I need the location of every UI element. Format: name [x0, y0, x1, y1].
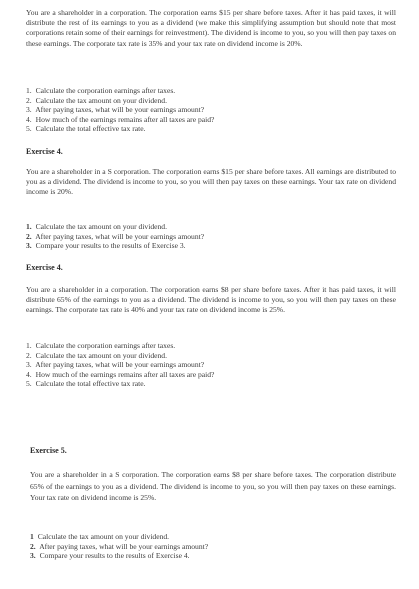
exercise-c-question-3: 3. Compare your results to the results of Exercise 4. [30, 551, 190, 561]
exercise-b-question-5: 5. Calculate the total effective tax rate. [26, 379, 146, 389]
exercise-b-question-2: 2. Calculate the tax amount on your dividend. [26, 350, 167, 360]
exercise-a-heading: Exercise 4. [26, 147, 63, 156]
exercise-b-heading: Exercise 4. [26, 263, 63, 272]
intro-question-4: 4. How much of the earnings remains after all taxes are paid? [26, 114, 215, 124]
intro-question-5: 5. Calculate the total effective tax rate. [26, 124, 146, 134]
exercise-c-paragraph: You are a shareholder in a S corporation. The corporation earns $8 per share before taxes. The corporation distribute 65% of the earnings to you as a dividend. The dividend is income to you, so you will then pay taxes on these earnings. Your tax rate on dividend income is 25%. [30, 470, 396, 503]
exercise-b-question-1: 1. Calculate the corporation earnings after taxes. [26, 341, 176, 350]
exercise-a-question-3: 3. Compare your results to the results of Exercise 3. [26, 241, 186, 251]
intro-paragraph: You are a shareholder in a corporation. The corporation earns $15 per share before taxes. After it has paid taxes, it will distribute the rest of its earnings to you as a dividend (we make this simplifying assumption but should note that most corporations retain some of their earnings for reinvestment). The dividend is income to you, so you will then pay taxes on these earnings. The corporate tax rate is 35% and your tax rate on dividend income is 20%. [26, 8, 396, 48]
exercise-b-question-3: 3. After paying taxes, what will be your earnings amount? [26, 360, 205, 370]
exercise-a-question-list [26, 222, 204, 251]
exercise-c-question-1: 1 Calculate the tax amount on your dividend. [30, 532, 170, 541]
exercise-c-question-list [30, 532, 208, 561]
intro-question-list [26, 86, 214, 134]
exercise-a-question-1: 1. Calculate the tax amount on your dividend. [26, 222, 167, 231]
exercise-b-paragraph: You are a shareholder in a corporation. The corporation earns $8 per share before taxes. After it has paid taxes, it will distribute 65% of the earnings to you as a dividend. The dividend is income to you, so you will then pay taxes on these earnings. The corporate tax rate is 40% and your tax rate on dividend income is 25%. [26, 285, 396, 315]
intro-question-2: 2. Calculate the tax amount on your dividend. [26, 95, 167, 105]
exercise-a-paragraph: You are a shareholder in a S corporation. The corporation earns $15 per share before taxes. All earnings are distributed to you as a dividend. The dividend is income to you, so you will then pay taxes on these earnings. Your tax rate on dividend income is 20%. [26, 167, 396, 197]
exercise-c-question-2: 2. After paying taxes, what will be your earnings amount? [30, 541, 209, 551]
exercise-b-question-list [26, 341, 214, 389]
exercise-a-question-2: 2. After paying taxes, what will be your earnings amount? [26, 231, 205, 241]
exercise-b-question-4: 4. How much of the earnings remains after all taxes are paid? [26, 369, 215, 379]
exercise-c-heading: Exercise 5. [30, 446, 67, 455]
intro-question-3: 3. After paying taxes, what will be your earnings amount? [26, 105, 205, 115]
intro-question-1: 1. Calculate the corporation earnings after taxes. [26, 86, 176, 95]
